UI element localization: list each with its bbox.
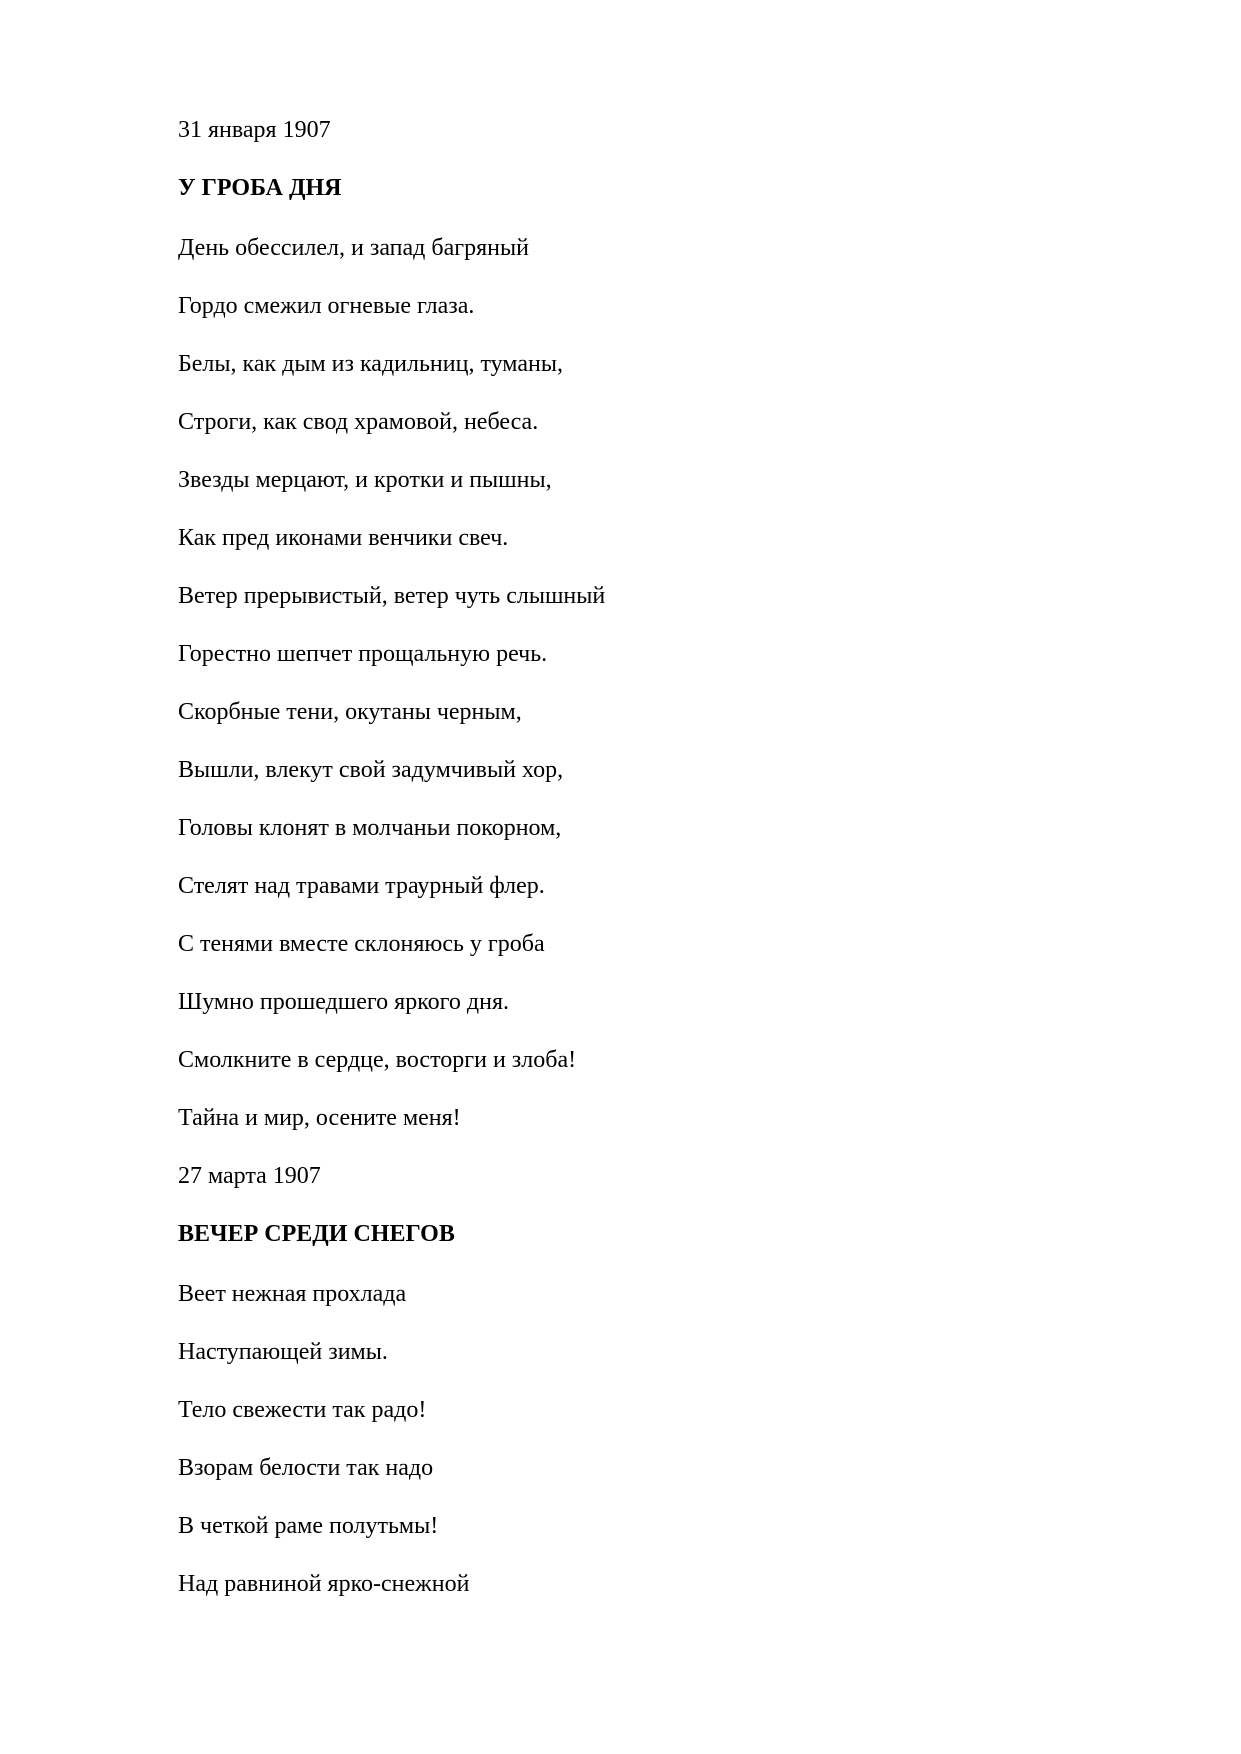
poem-line: Головы клонят в молчаньи покорном, [178,815,562,841]
poem-line: Звезды мерцают, и кротки и пышны, [178,467,552,493]
poem-text-block [178,118,1178,1630]
poem-line: День обессилел, и запад багряный [178,235,529,261]
poem-line: Как пред иконами венчики свеч. [178,525,509,551]
poem-line: Смолкните в сердце, восторги и злоба! [178,1047,577,1073]
poem-line: Горестно шепчет прощальную речь. [178,641,548,667]
poem-line: Веет нежная прохлада [178,1281,407,1307]
poem-line: Тайна и мир, осените меня! [178,1105,461,1131]
date-line: 31 января 1907 [178,117,331,143]
poem-line: С тенями вместе склоняюсь у гроба [178,931,545,957]
poem-line: Тело свежести так радо! [178,1397,427,1423]
poem-line: Взорам белости так надо [178,1455,434,1481]
poem-line: Вышли, влекут свой задумчивый хор, [178,757,564,783]
poem-line: Наступающей зимы. [178,1339,388,1365]
poem-line: Скорбные тени, окутаны черным, [178,699,522,725]
poem-line: Строги, как свод храмовой, небеса. [178,409,539,435]
poem-title: ВЕЧЕР СРЕДИ СНЕГОВ [178,1221,455,1247]
poem-line: Шумно прошедшего яркого дня. [178,989,509,1015]
poem-line: В четкой раме полутьмы! [178,1513,439,1539]
poem-line: Стелят над травами траурный флер. [178,873,545,899]
poem-line: Белы, как дым из кадильниц, туманы, [178,351,563,377]
date-line: 27 марта 1907 [178,1163,321,1189]
poem-line: Над равниной ярко-снежной [178,1571,470,1597]
poem-line: Ветер прерывистый, ветер чуть слышный [178,583,606,609]
poem-title: У ГРОБА ДНЯ [178,175,342,201]
poem-line: Гордо смежил огневые глаза. [178,293,475,319]
